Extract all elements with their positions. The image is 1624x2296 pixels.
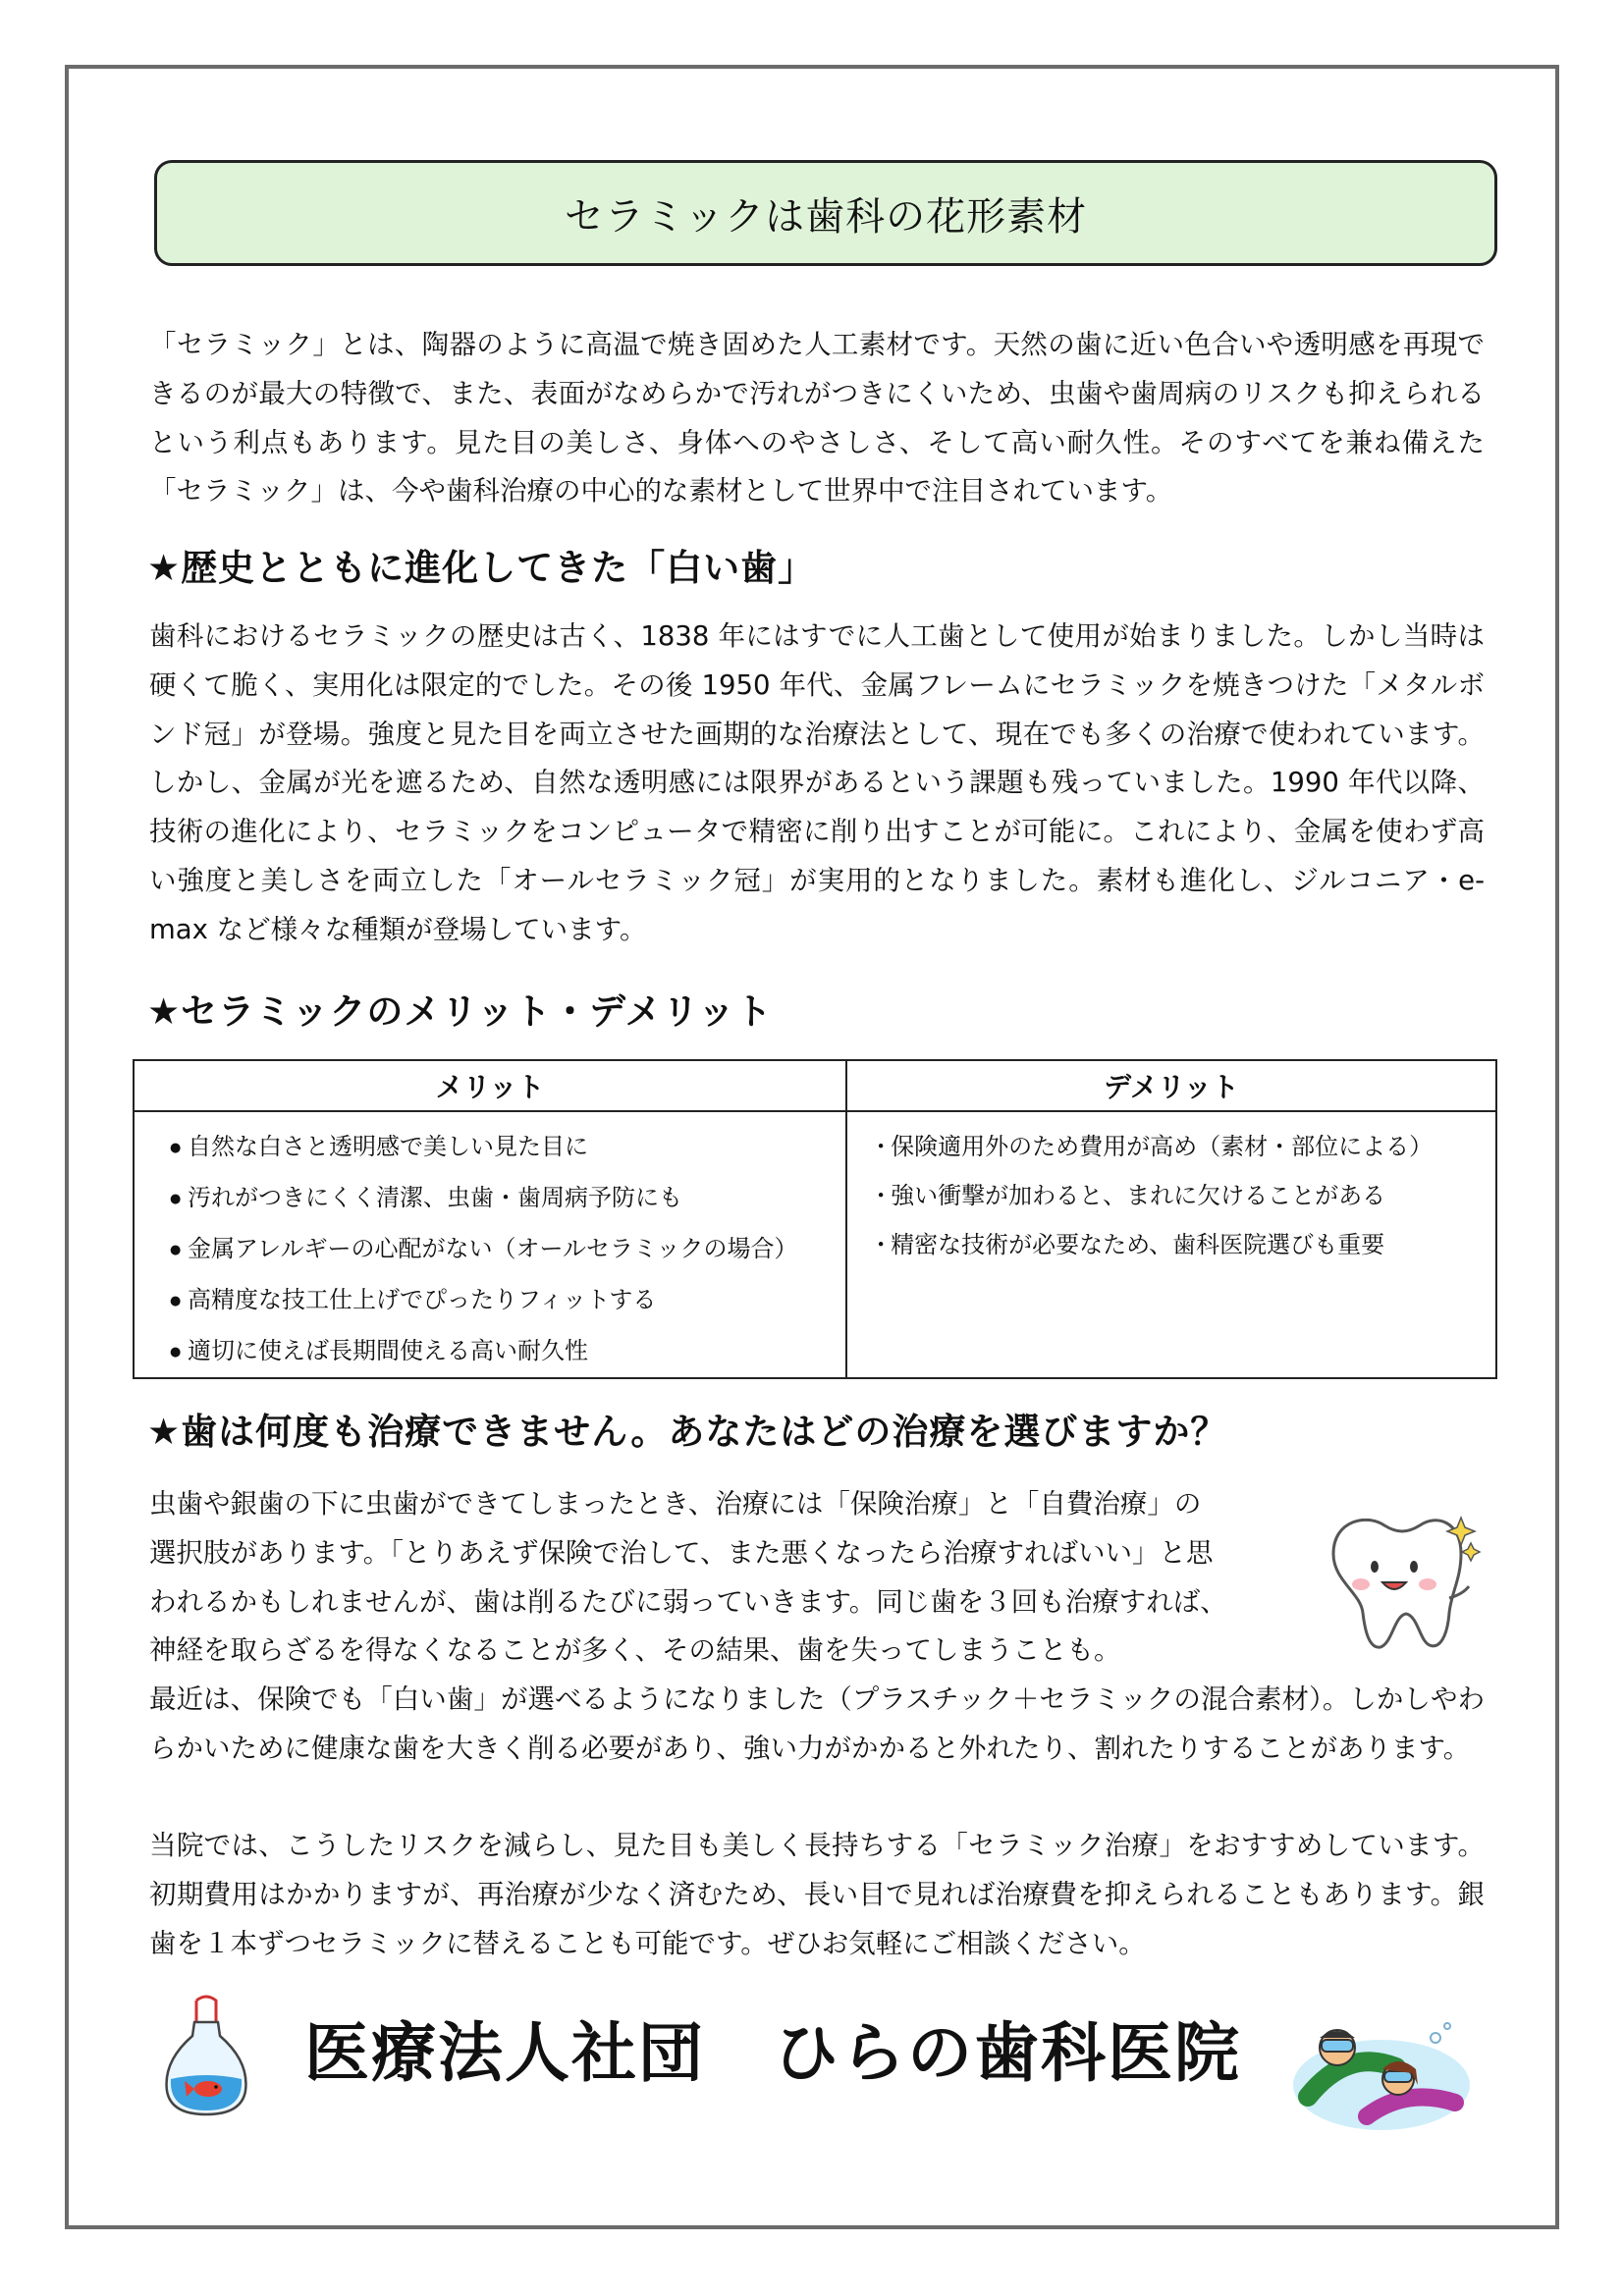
tooth-mascot-icon xyxy=(1314,1500,1481,1657)
merit-item: ● 適切に使えば長期間使える高い耐久性 xyxy=(135,1326,845,1377)
merit-cell xyxy=(134,1111,846,1378)
choice-paragraph-3: 当院では、こうしたリスクを減らし、見た目も美しく長持ちする「セラミック治療」をおすすめしています。初期費用はかかりますが、再治療が少なく済むため、長い目で見れば治療費を抑えられることもあります。銀歯を１本ずつセラミックに替えることも可能です。ぜひお気軽にご相談ください。 xyxy=(149,1830,1485,1959)
merit-demerit-table xyxy=(133,1059,1497,1379)
choice-line: 選択肢があります。「とりあえず保険で治して、また悪くなったら治療すればいい」と思 xyxy=(149,1536,1214,1569)
merit-item: ● 高精度な技工仕上げでぴったりフィットする xyxy=(135,1275,845,1326)
demerit-list xyxy=(847,1122,1495,1269)
demerit-item: ・ 強い衝撃が加わると、まれに欠けることがある xyxy=(847,1171,1495,1220)
choice-paragraph-1 xyxy=(149,1480,1327,1676)
choice-paragraph-2: 最近は、保険でも「白い歯」が選べるようになりました（プラスチック＋セラミックの混合素材）。しかしやわらかいために健康な歯を大きく削る必要があり、強い力がかかると外れたり、割れたりすることがあります。 xyxy=(149,1683,1485,1764)
merit-header: メリット xyxy=(134,1060,846,1111)
section-heading-choice: ★歯は何度も治療できません。あなたはどの治療を選びますか？ xyxy=(147,1411,1228,1453)
clinic-name xyxy=(304,2001,1241,2094)
page-title xyxy=(154,160,1497,266)
page-title-text: セラミックは歯科の花形素材 xyxy=(564,193,1088,240)
history-paragraph: 歯科におけるセラミックの歴史は古く、1838 年にはすでに人工歯として使用が始まりました。しかし当時は硬くて脆く、実用化は限定的でした。その後 1950 年代、金属フレームにセラミックを焼きつけた「メタルボンド冠」が登場。強度と見た目を両立させた画期的な治療法として、現在でも多くの治療で使われています。しかし、金属が光を遮るため、自然な透明感には限界があるという課題も残っていました。1990 年代以降、技術の進化により、セラミックをコンピュータで精密に削り出すことが可能に。これにより、金属を使わず高い強度と美しさを両立した「オールセラミック冠」が実用的となりました。素材も進化し、ジルコニア・e-max など様々な種類が登場しています。 xyxy=(149,620,1485,945)
merit-list xyxy=(135,1122,845,1377)
divers-icon xyxy=(1288,2008,1475,2136)
choice-line: 神経を取らざるを得なくなることが多く、その結果、歯を失ってしまうことも。 xyxy=(149,1634,1121,1667)
goldfish-bag-icon xyxy=(157,1993,255,2120)
section-heading-merits: ★セラミックのメリット・デメリット xyxy=(147,990,773,1033)
choice-line: われるかもしれませんが、歯は削るたびに弱っていきます。同じ歯を３回も治療すれば、 xyxy=(149,1585,1227,1618)
demerit-header: デメリット xyxy=(846,1060,1496,1111)
merit-item: ● 汚れがつきにくく清潔、虫歯・歯周病予防にも xyxy=(135,1173,845,1224)
clinic-title: ひらの歯科医院 xyxy=(774,2015,1241,2091)
intro-paragraph: 「セラミック」とは、陶器のように高温で焼き固めた人工素材です。天然の歯に近い色合いや透明感を再現できるのが最大の特徴で、また、表面がなめらかで汚れがつきにくいため、虫歯や歯周病のリスクも抑えられるという利点もあります。見た目の美しさ、身体へのやさしさ、そして高い耐久性。そのすべてを兼ね備えた「セラミック」は、今や歯科治療の中心的な素材として世界中で注目されています。 xyxy=(149,329,1485,507)
merit-item: ● 金属アレルギーの心配がない（オールセラミックの場合） xyxy=(135,1224,845,1275)
demerit-cell xyxy=(846,1111,1496,1378)
demerit-item: ・ 精密な技術が必要なため、歯科医院選びも重要 xyxy=(847,1220,1495,1269)
demerit-item: ・ 保険適用外のため費用が高め（素材・部位による） xyxy=(847,1122,1495,1171)
merit-item: ● 自然な白さと透明感で美しい見た目に xyxy=(135,1122,845,1173)
clinic-org: 医療法人社団 xyxy=(304,2015,705,2091)
choice-line: 虫歯や銀歯の下に虫歯ができてしまったとき、治療には「保険治療」と「自費治療」の xyxy=(149,1488,1202,1520)
section-heading-history: ★歴史とともに進化してきた「白い歯」 xyxy=(147,547,816,589)
